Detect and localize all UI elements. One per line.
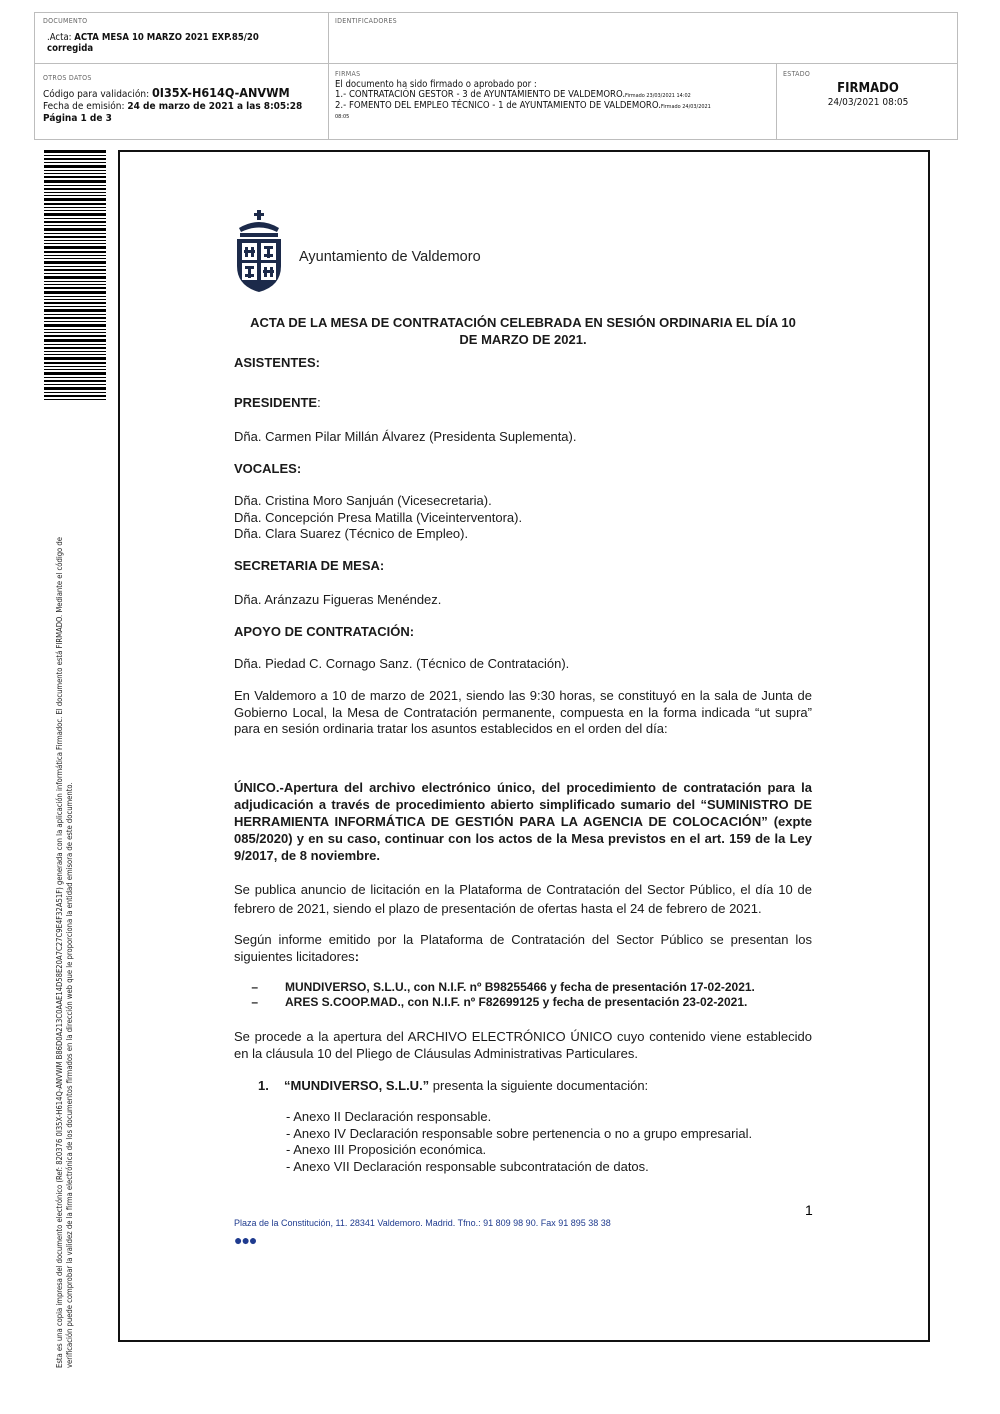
list-item: - Anexo IV Declaración responsable sobre pertenencia o no a grupo empresarial.	[286, 1125, 753, 1141]
acta-title: ACTA DE LA MESA DE CONTRATACIÓN CELEBRADA EN SESIÓN ORDINARIA EL DÍA 10 DE MARZO DE 2021.	[250, 315, 796, 347]
list-item: – ARES S.COOP.MAD., con N.I.F. nº F82699125 y fecha de presentación 23-02-2021.	[258, 995, 818, 1010]
document-header	[34, 12, 958, 140]
anuncio-paragraph: Se publica anuncio de licitación en la Plataforma de Contratación del Sector Público, el día 10 de febrero de 2021, siendo el plazo de presentación de ofertas hasta el 24 de febrero de 2021.	[234, 882, 812, 916]
estado-value: FIRMADO	[837, 81, 899, 96]
list-item: - Anexo VII Declaración responsable subcontratación de datos.	[286, 1158, 649, 1174]
list-item: - Anexo III Proposición económica.	[286, 1142, 487, 1157]
firmas-list: El documento ha sido firmado o aprobado por : 1.- CONTRATACIÓN GESTOR - 3 de AYUNTAMIENTO DE VALDEMORO.Firmado 23/03/2021 14:02 2.- FOMENTO DEL EMPLEO TÉCNICO - 1 de AYUNTAMIENTO DE VALDEMORO.Firmado 24/03/2021 08:05	[335, 79, 711, 120]
page-number: 1	[805, 1202, 813, 1218]
validation-side-text: Esta es una copia impresa del documento electrónico (Ref: 820376 0I35X-H614Q-ANVWM B86D0A213C0AAE14D58E20A7C27C9E4F32A51F) generada con la aplicación informática Firmadoc. El documento está FIRMADO. Mediante el código de verificación puede comprobar la validez de la firma electrónica de los documentos firmados en la dirección web que le proporciona la entidad emisora de este documento.	[55, 537, 74, 1368]
footer-dots: ●●●	[234, 1232, 257, 1248]
presidente-heading: PRESIDENTE:	[234, 395, 321, 410]
estado-date: 24/03/2021 08:05	[827, 97, 909, 108]
item-1: 1. “MUNDIVERSO, S.L.U.” presenta la siguiente documentación:	[258, 1078, 649, 1093]
licitadores-list	[258, 980, 818, 1010]
barcode	[44, 150, 106, 400]
codigo-validacion: Código para validación: 0I35X-H614Q-ANVWM	[43, 85, 290, 100]
informe-paragraph: Según informe emitido por la Plataforma de Contratación del Sector Público se presentan los siguientes licitadores:	[234, 932, 812, 964]
list-item: - Anexo II Declaración responsable.	[286, 1109, 492, 1124]
apoyo-name: Dña. Piedad C. Cornago Sanz. (Técnico de Contratación).	[234, 656, 570, 671]
firmas-label: FIRMAS	[335, 70, 361, 78]
footer-address: Plaza de la Constitución, 11. 28341 Valdemoro. Madrid. Tfno.: 91 809 98 90. Fax 91 895 38 38	[234, 1218, 611, 1228]
documento-label: DOCUMENTO	[43, 17, 88, 25]
header-divider	[35, 63, 957, 64]
org-name: Ayuntamiento de Valdemoro	[299, 249, 481, 265]
unico-paragraph: ÚNICO.-Apertura del archivo electrónico único, del procedimiento de contratación para la adjudicación a través de procedimiento abierto simplificado sumario del “SUMINISTRO DE HERRAMIENTA INFORMÁTICA DE GESTIÓN PARA LA AGENCIA DE COLOCACIÓN” (expte 085/2020) y en su caso, continuar con los actos de la Mesa previstos en el art. 159 de la Ley 9/2017, de 8 noviembre.	[234, 780, 812, 863]
presidente-name: Dña. Carmen Pilar Millán Álvarez (Presidenta Suplementa).	[234, 429, 577, 444]
estado-label: ESTADO	[783, 70, 811, 78]
list-item: – MUNDIVERSO, S.L.U., con N.I.F. nº B98255466 y fecha de presentación 17-02-2021.	[258, 980, 818, 995]
intro-paragraph: En Valdemoro a 10 de marzo de 2021, siendo las 9:30 horas, se constituyó en la sala de Junta de Gobierno Local, la Mesa de Contratación permanente, compuesta en la forma indicada “ut supra” para en sesión ordinaria tratar los asuntos establecidos en el orden del día:	[234, 688, 812, 736]
documento-value: .Acta: ACTA MESA 10 MARZO 2021 EXP.85/20 corregida	[47, 32, 259, 54]
asistentes-heading: ASISTENTES:	[234, 355, 320, 370]
otros-datos-label: OTROS DATOS	[43, 74, 92, 82]
identificadores-label: IDENTIFICADORES	[335, 17, 397, 25]
header-divider	[328, 13, 329, 139]
valdemoro-crest-logo	[235, 210, 283, 292]
pagina: Página 1 de 3	[43, 113, 112, 124]
secretaria-heading: SECRETARIA DE MESA:	[234, 558, 385, 573]
annex-list	[234, 1109, 864, 1175]
fecha-emision: Fecha de emisión: 24 de marzo de 2021 a las 8:05:28	[43, 101, 303, 112]
apertura-paragraph: Se procede a la apertura del ARCHIVO ELECTRÓNICO ÚNICO cuyo contenido viene establecido en la cláusula 10 del Pliego de Cláusulas Administrativas Particulares.	[234, 1029, 812, 1061]
apoyo-heading: APOYO DE CONTRATACIÓN:	[234, 624, 415, 639]
vocales-heading: VOCALES:	[234, 461, 302, 476]
secretaria-name: Dña. Aránzazu Figueras Menéndez.	[234, 592, 442, 607]
vocales-list: Dña. Cristina Moro Sanjuán (Vicesecretaria). Dña. Concepción Presa Matilla (Viceinterventora). Dña. Clara Suarez (Técnico de Empleo).	[234, 493, 523, 541]
